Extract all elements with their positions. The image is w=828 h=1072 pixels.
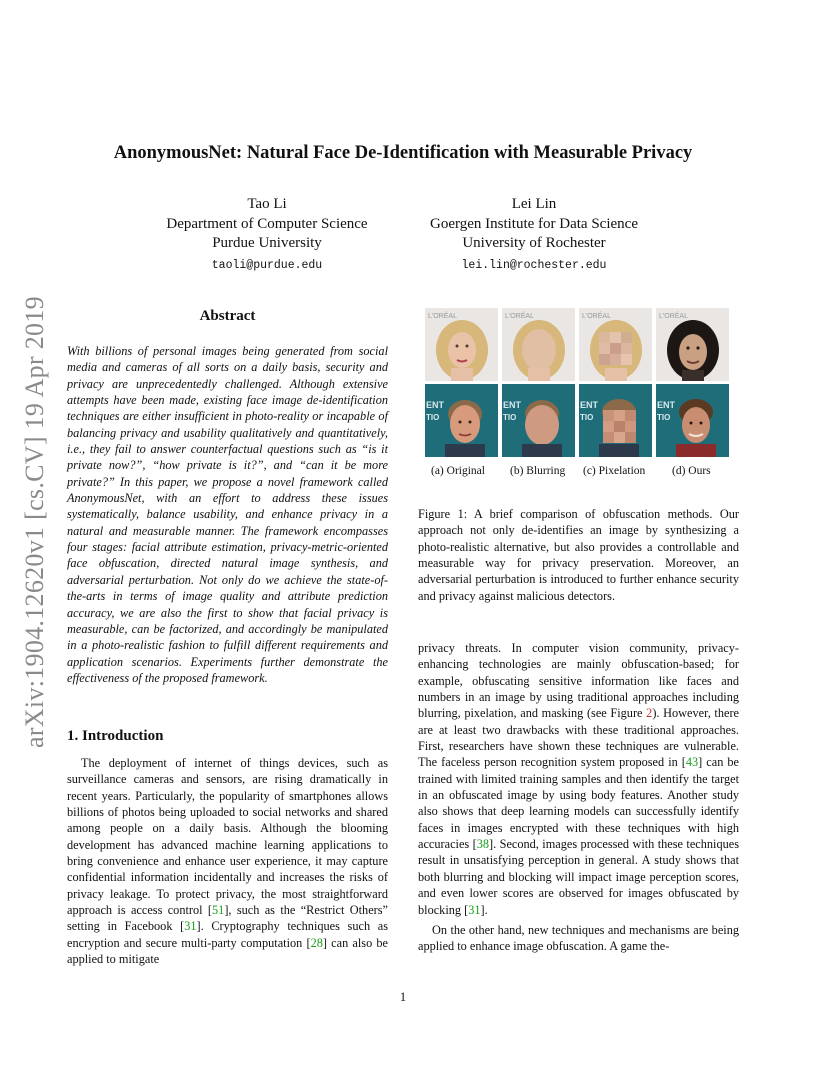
svg-text:TIO: TIO: [657, 413, 671, 422]
svg-text:TIO: TIO: [426, 413, 440, 422]
logo-text: L'ORÉAL: [428, 313, 457, 320]
svg-text:TIO: TIO: [580, 413, 594, 422]
citation-link[interactable]: 31: [468, 902, 481, 917]
figure-image-ours-top: [656, 308, 729, 381]
svg-text:ENT: ENT: [426, 400, 444, 410]
author-name: Tao Li: [247, 196, 287, 212]
citation-link[interactable]: 31: [184, 919, 197, 934]
svg-text:TIO: TIO: [503, 413, 517, 422]
abstract-heading: Abstract: [199, 308, 256, 324]
author-inst: Purdue University: [212, 235, 322, 251]
section-heading: 1. Introduction: [67, 728, 164, 744]
figure-image-pixelation-bottom: [579, 384, 652, 457]
author-name: Lei Lin: [511, 196, 557, 212]
abstract-text: With billions of personal images being generated from social media and cameras of all sorts on a daily basis, security and privacy are unprecedentedly challenged. Although extensive attempts have been made, existing face image de-identification techniques are either insufficient in photo-reality or incapable of balancing privacy and usability qualitatively and quantitatively, i.e., they fail to answer counterfactual questions such as “is it private now?”, “how private is it?”, and “can it be more private?” In this paper, we propose a novel framework called AnonymousNet, with an effort to address these issues systematically, balance usability, and enhance privacy in a natural and measurable manner. The framework encompasses four stages: facial attribute estimation, privacy-metric-oriented face obfuscation, directed natural image synthesis, and adversarial perturbation. Not only do we achieve the state-of-the-arts in terms of image quality and attribute prediction accuracy, we are also the first to show that facial privacy is measurable, can be factorized, and accordingly be manipulated in a photo-realistic fashion to fulfill different requirements and application scenarios. Experiments further demonstrate the effectiveness of the proposed framework.: [67, 344, 388, 685]
svg-text:L'ORÉAL: L'ORÉAL: [582, 313, 611, 320]
figure-reference-link[interactable]: 2: [646, 706, 653, 721]
author-block-1: [140, 195, 394, 275]
page-number: 1: [399, 990, 407, 1004]
svg-text:ENT: ENT: [657, 400, 675, 410]
subcaption-original: (a) Original: [431, 465, 485, 477]
body-paragraph: privacy threats. In computer vision community, privacy-enhancing technologies are mainly obfuscation-based; for example, obfuscating sensitive information like faces and numbers in an image by using traditional approaches including blurring, pixelation, and masking (see Figure 2). However, there are at least two drawbacks with these traditional approaches. First, researchers have shown these techniques are vulnerable. The faceless person recognition system proposed in [43] can be trained with limited training samples and then identify the target in an obfuscated image by using body features. Another study also shows that deep learning models can successfully identify faces in images encrypted with these techniques with high accuracies [38]. Second, images processed with these techniques result in unsatisfying perception in general. A study shows that both blurring and blocking will impact image perception scores, and even lower scores are observed for images obfuscated by blocking [31].: [418, 641, 740, 917]
figure-image-pixelation-top: [579, 308, 652, 381]
svg-text:L'ORÉAL: L'ORÉAL: [505, 313, 534, 320]
author-inst: University of Rochester: [462, 235, 606, 251]
citation-link[interactable]: 43: [685, 755, 699, 770]
figure-image-original-top: [425, 308, 498, 381]
subcaption-pixelation: (c) Pixelation: [583, 465, 646, 477]
svg-text:ENT: ENT: [503, 400, 521, 410]
intro-paragraph: The deployment of internet of things devices, such as surveillance cameras and sensors, are rising dramatically in recent years. Particularly, the popularity of smartphones allows billions of photos being uploaded to social networks and shared among people on a daily basis. Although the blooming development has advanced machine learning applications to bring convenience and enhance user experience, it may capture confidential information incidentally and increases the risks of privacy leakage. To protect privacy, the most straightforward approach is access control [51], such as the “Restrict Others” setting in Facebook [31]. Cryptography techniques such as encryption and secure multi-party computation [28] can also be applied to mitigate: [67, 756, 389, 967]
subcaption-blurring: (b) Blurring: [510, 465, 566, 477]
svg-text:ENT: ENT: [580, 400, 598, 410]
subcaption-ours: (d) Ours: [672, 465, 711, 477]
figure-caption: Figure 1: A brief comparison of obfuscation methods. Our approach not only de-identifies an image by synthesizing a photo-realistic alternative, but also provides a controllable and measurable way for privacy preservation. Moreover, an adversarial perturbation is introduced to further enhance security and privacy against malicious detectors.: [418, 507, 739, 603]
citation-link[interactable]: 38: [476, 837, 490, 852]
figure-image-blurring-bottom: [502, 384, 575, 457]
right-column-text: [418, 640, 739, 955]
author-email: lei.lin@rochester.edu: [461, 258, 607, 272]
figure-image-original-bottom: [425, 384, 498, 457]
citation-link[interactable]: 51: [212, 903, 225, 918]
body-paragraph: On the other hand, new techniques and mechanisms are being applied to enhance image obfuscation. A game the-: [418, 922, 739, 954]
arxiv-stamp: arXiv:1904.12620v1 [cs.CV] 19 Apr 2019: [20, 296, 49, 748]
author-block-2: [405, 195, 663, 275]
figure-image-blurring-top: [502, 308, 575, 381]
author-dept: Department of Computer Science: [166, 215, 368, 232]
paper-title: AnonymousNet: Natural Face De-Identification with Measurable Privacy: [113, 143, 693, 163]
author-dept: Goergen Institute for Data Science: [430, 215, 638, 232]
figure-image-ours-bottom: [656, 384, 729, 457]
citation-link[interactable]: 28: [310, 935, 323, 950]
svg-text:L'ORÉAL: L'ORÉAL: [659, 313, 688, 320]
author-email: taoli@purdue.edu: [211, 258, 323, 272]
